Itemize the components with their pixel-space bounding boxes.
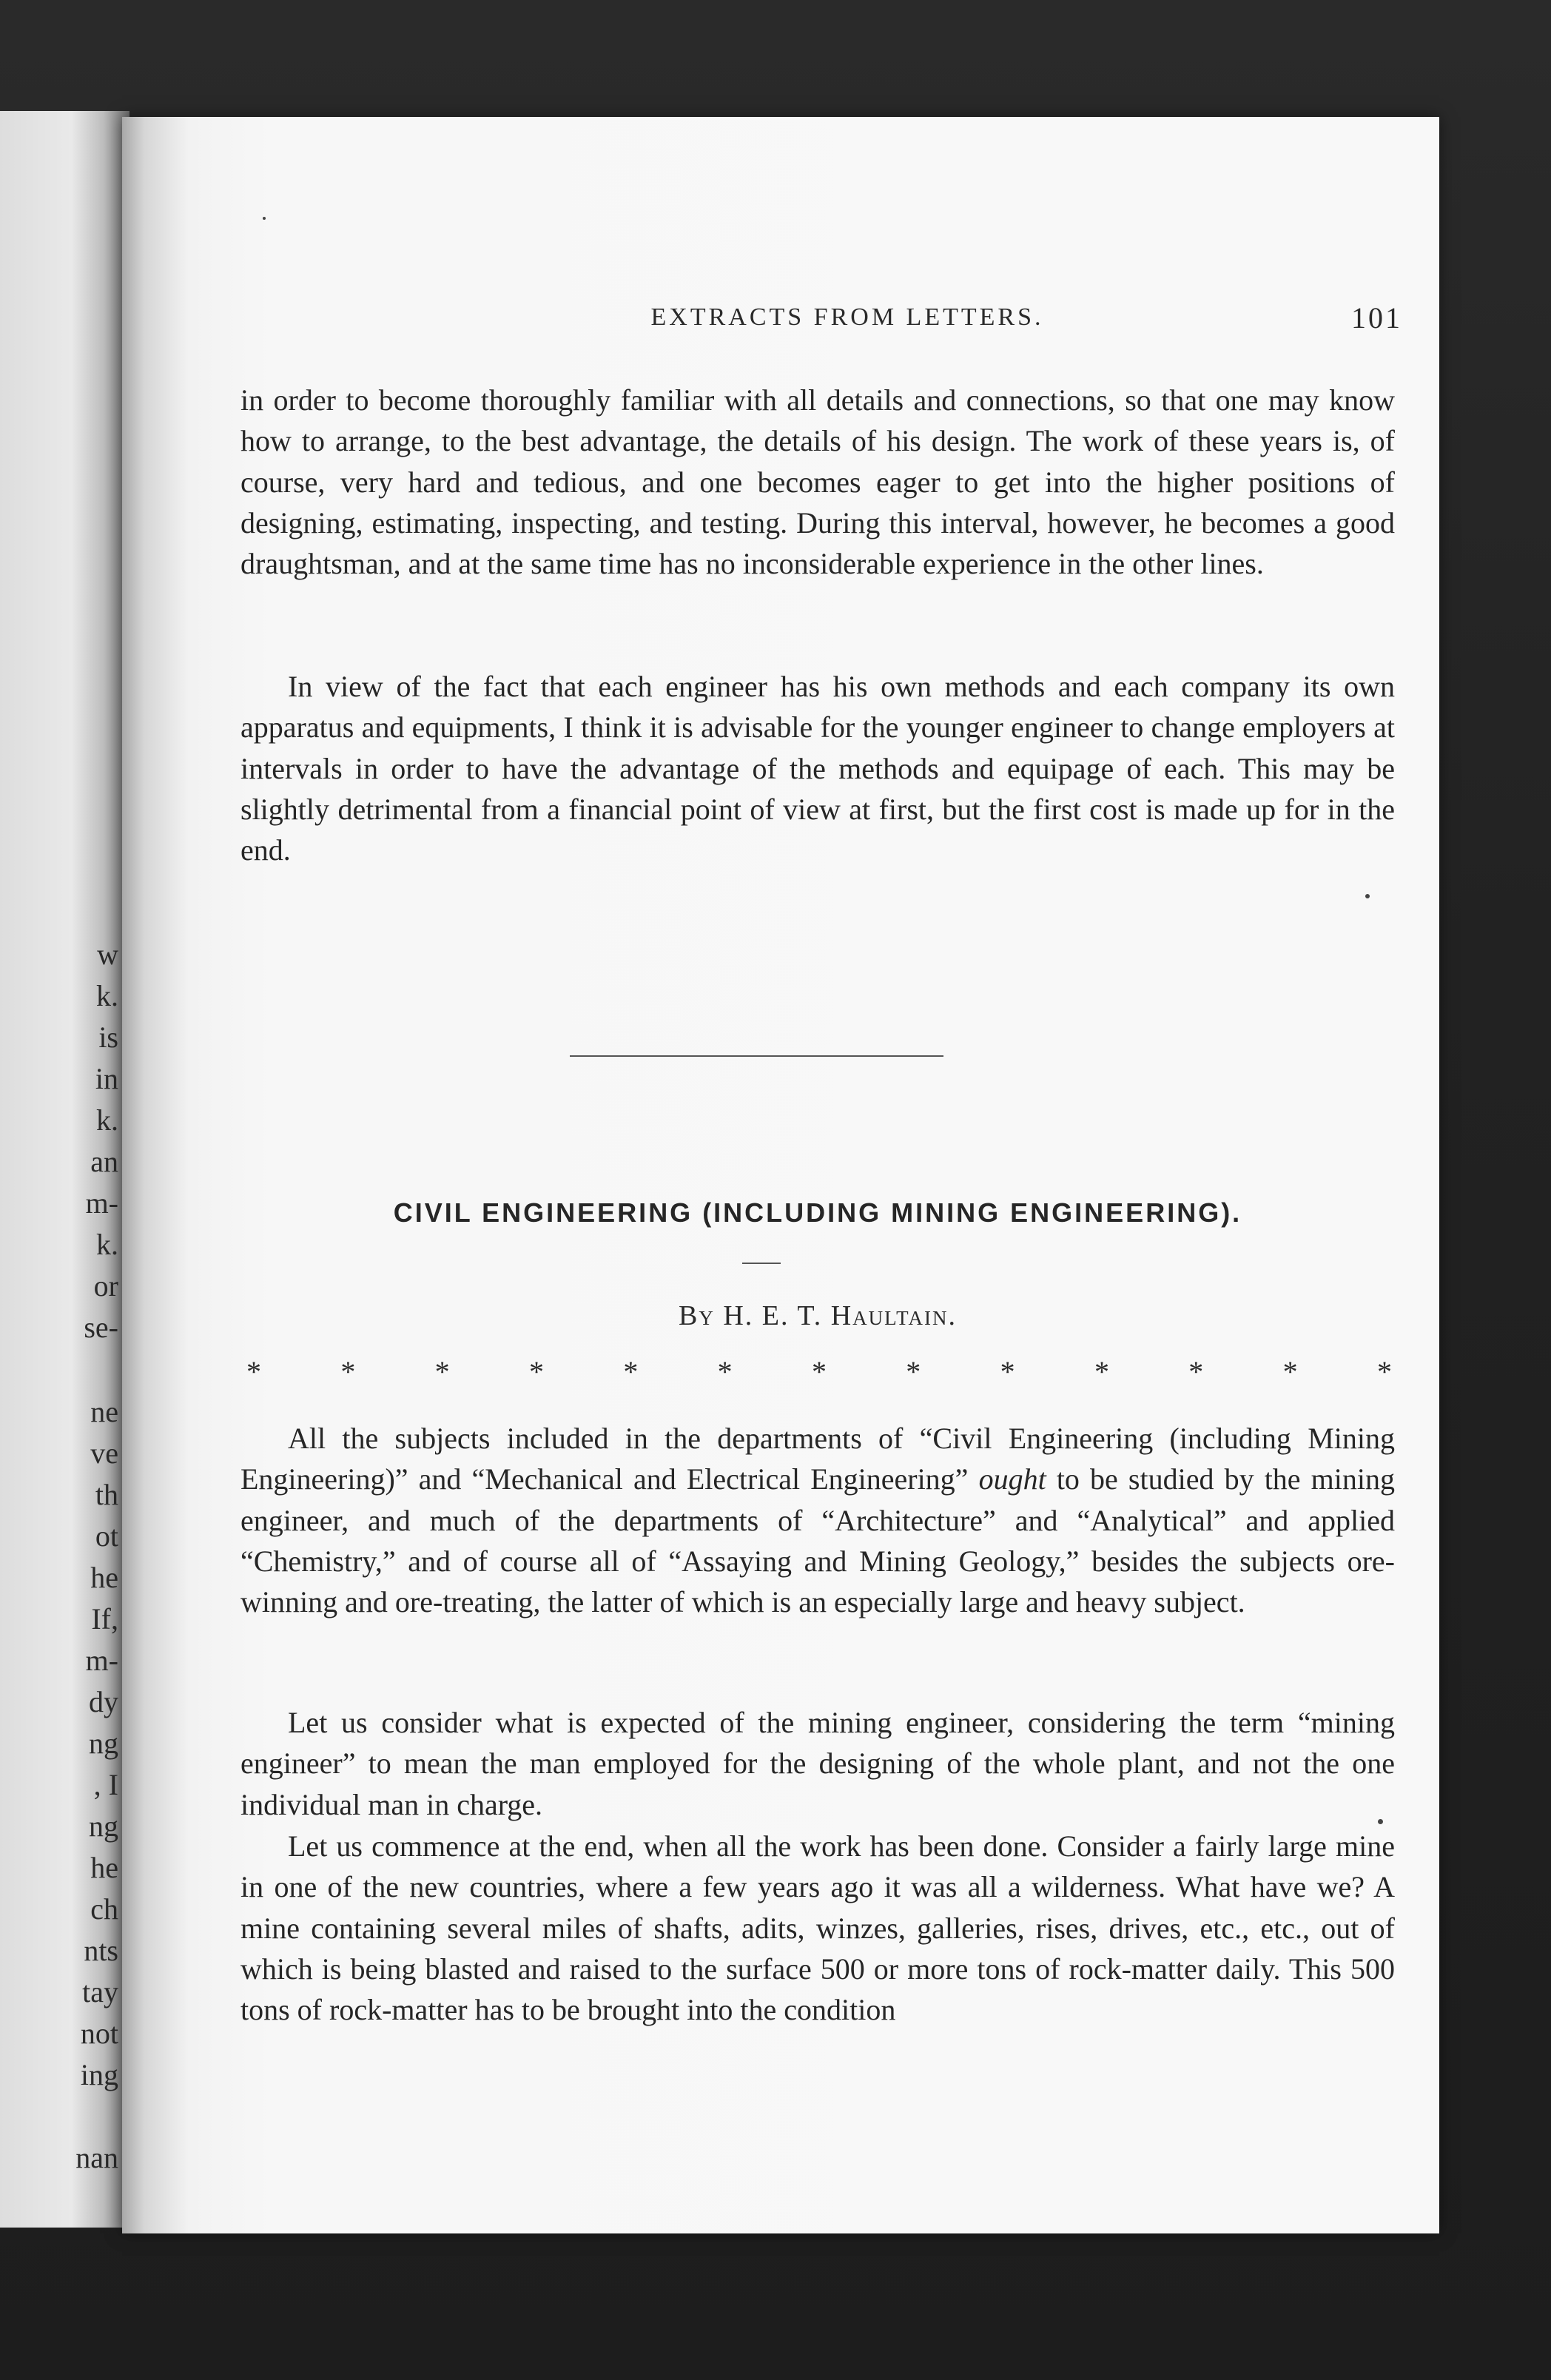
asterisk: * xyxy=(1282,1355,1298,1388)
left-page-fragment: or xyxy=(93,1269,118,1302)
asterisk-row xyxy=(246,1354,1392,1389)
left-page-fragment: w xyxy=(97,938,118,971)
asterisk: * xyxy=(1188,1355,1204,1388)
document-page xyxy=(122,117,1439,2233)
asterisk: * xyxy=(246,1355,261,1388)
left-page-fragment: ch xyxy=(90,1892,118,1926)
running-title: EXTRACTS FROM LETTERS. xyxy=(650,303,1044,331)
left-page-fragment: ot xyxy=(95,1519,118,1553)
body-paragraph xyxy=(240,1418,1395,1622)
left-page-fragment: ng xyxy=(89,1727,118,1760)
asterisk: * xyxy=(340,1355,356,1388)
asterisk: * xyxy=(528,1355,544,1388)
left-page-fragment: he xyxy=(90,1561,118,1594)
heading-rule xyxy=(742,1263,781,1264)
left-page-fragment: m- xyxy=(85,1644,118,1677)
left-page-fragment: th xyxy=(95,1478,118,1511)
emphasis-ought: ought xyxy=(978,1462,1046,1496)
left-page-fragment: tay xyxy=(82,1975,118,2008)
left-page-fragment: he xyxy=(90,1851,118,1884)
asterisk: * xyxy=(1000,1355,1015,1388)
left-page-fragment: nts xyxy=(84,1934,118,1967)
extract-paragraph: In view of the fact that each engineer has his own methods and each company its own apparatus and equipments, I think it is advisable for the younger engineer to change employers at intervals in order to have the advantage of the methods and equipage of each. This may be slightly detrimental from a financial point of view at first, but the first cost is made up for in the end. xyxy=(240,670,1395,867)
asterisk: * xyxy=(906,1355,921,1388)
left-page-fragment: k. xyxy=(96,979,118,1012)
byline-prefix: By xyxy=(679,1300,715,1331)
dust-speck xyxy=(1365,894,1370,898)
left-page-fragment: dy xyxy=(89,1685,118,1718)
left-page-fragment: ing xyxy=(80,2058,118,2091)
running-header xyxy=(551,303,1402,340)
byline-author: H. E. T. Haultain. xyxy=(723,1300,957,1331)
left-page-fragment: in xyxy=(95,1062,118,1095)
section-heading: CIVIL ENGINEERING (INCLUDING MINING ENGINEERING). xyxy=(393,1197,1242,1228)
page-number: 101 xyxy=(1351,301,1402,335)
body-text: All the subjects included in the departments of “Civil Engineering (including Mining Engineering)” and “Mechanical and Electrical Engineering” xyxy=(240,1422,1395,1496)
left-page-fragment: ne xyxy=(90,1395,118,1428)
left-page-fragment: se- xyxy=(84,1311,118,1344)
left-page-fragment: an xyxy=(90,1145,118,1178)
asterisk: * xyxy=(434,1355,450,1388)
asterisk: * xyxy=(1376,1355,1392,1388)
body-paragraph: Let us consider what is expected of the mining engineer, considering the term “mining engineer” to mean the man employed for the designing of the whole plant, and not the one individual man in charge. xyxy=(240,1706,1395,1821)
left-facing-page xyxy=(0,111,129,2228)
left-page-fragment: , I xyxy=(93,1768,118,1801)
asterisk: * xyxy=(1094,1355,1109,1388)
left-page-fragment: k. xyxy=(96,1103,118,1137)
left-page-fragment: m- xyxy=(85,1186,118,1220)
left-page-fragment: nan xyxy=(75,2141,118,2174)
left-page-fragment: ve xyxy=(90,1436,118,1470)
left-page-fragment: not xyxy=(80,2017,118,2050)
byline xyxy=(240,1300,1395,1332)
left-page-fragment: k. xyxy=(96,1228,118,1261)
asterisk: * xyxy=(717,1355,733,1388)
left-page-fragment: ng xyxy=(89,1809,118,1843)
left-page-fragment: If, xyxy=(91,1602,118,1636)
left-page-fragment: is xyxy=(98,1021,118,1054)
body-text: to be studied by the mining engineer, and much of the departments of “Architecture” and “Analytical” and applied “Chemistry,” and of course all of “Assaying and Mining Geology,” besides the subjects ore-winning and ore-treating, the latter of which is an especially large and heavy subject. xyxy=(240,1462,1396,1619)
asterisk: * xyxy=(811,1355,827,1388)
section-divider xyxy=(570,1055,943,1057)
extract-paragraph: in order to become thoroughly familiar with all details and connections, so that one may know how to arrange, to the best advantage, the details of his design. The work of these years is, of course, very hard and tedious, and one becomes eager to get into the higher positions of designing, estimating, inspecting, and testing. During this interval, however, he becomes a good draughtsman, and at the same time has no inconsiderable experience in the other lines. xyxy=(240,383,1395,581)
asterisk: * xyxy=(623,1355,639,1388)
dust-speck xyxy=(263,217,266,220)
body-paragraph: Let us commence at the end, when all the work has been done. Consider a fairly large mine in one of the new countries, where a few years ago it was all a wilderness. What have we? A mine containing several miles of shafts, adits, winzes, galleries, rises, drives, etc., etc., out of which is being blasted and raised to the surface 500 or more tons of rock-matter daily. This 500 tons of rock-matter has to be brought into the condition xyxy=(240,1829,1395,2027)
dust-speck xyxy=(1378,1819,1383,1824)
